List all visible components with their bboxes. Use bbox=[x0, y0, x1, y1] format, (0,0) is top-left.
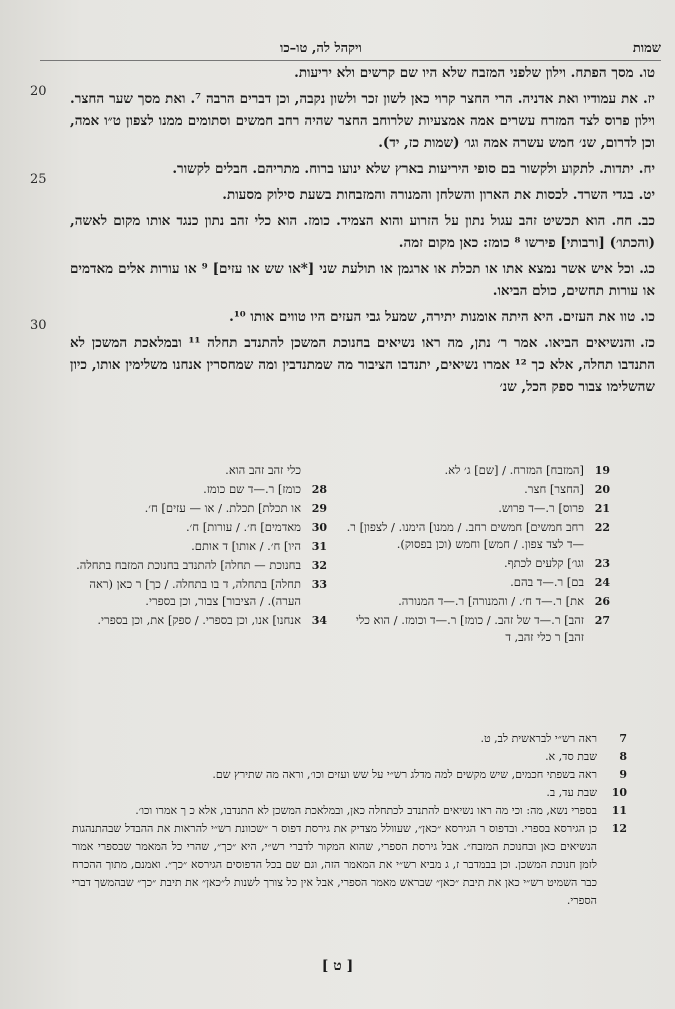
apparatus-entry bbox=[62, 612, 327, 629]
apparatus-text: היו] ח׳. / אותו] ד אותם. bbox=[191, 539, 301, 553]
apparatus-entry bbox=[62, 500, 327, 517]
chapter-verse-range: ויקהל לה, טו–כו bbox=[280, 41, 362, 56]
footnote bbox=[72, 748, 627, 766]
footnote bbox=[72, 784, 627, 802]
apparatus-text: מאדמים] ח׳. / עורות] ח׳. bbox=[185, 520, 301, 534]
apparatus-text: בחנוכת — תחלה] להתנדב בחנוכת המזבח בתחלה. bbox=[76, 558, 301, 572]
verse-number: כז. bbox=[639, 335, 655, 351]
paragraph-text: וכל איש אשר נמצא אתו או תכלת או ארגמן או תולעת שני [*או שש או עזים] ⁹ או עורות אלים מאדמים או עורות תחשים, כולם הביאו. bbox=[70, 261, 655, 299]
apparatus-entry bbox=[62, 576, 327, 610]
apparatus-entry bbox=[345, 574, 610, 591]
footnote-number: 11 bbox=[611, 804, 627, 817]
footnote-text: כן הגירסא בספרי. ובדפוס ר הגירסא ״כאן״, שעוולל מצדיק את גירסת דפוס ר ״שכוונת רש״י להראות את ההבדל שבהתנהגות הנשיאים כאן ובחנוכת המזבח״. אבל גירסת הספרי, שהוא המקור לדברי רש״י, היא ״כך״, שהרי כל המאמר שבספרי אמור לזמן חנוכת המשכן. וכן בבמדבר ז, ג מביא רש״י את המאמר הזה, וגם שם בכל הדפוסים הגירסא ״כך״. ואמנם, מתוך ההכרח כבר השמיט רש״י כאן את תיבת ״כאן״ שבראש מאמר הספרי, אבל אין כל צורך לשנות ל״כאן״ את תיבת ״כך״ שבהמשך דברי הספרי. bbox=[72, 822, 597, 907]
paragraph-text: בגדי השרד. לכסות את הארון והשלחן והמנורה והמזבחות בשעת סילוק מסעות. bbox=[222, 187, 634, 203]
apparatus-line-number: 29 bbox=[311, 502, 327, 515]
apparatus-entry bbox=[345, 612, 610, 646]
footnote-number: 10 bbox=[611, 786, 627, 799]
apparatus-entry bbox=[345, 462, 610, 479]
variant-apparatus bbox=[62, 462, 610, 648]
apparatus-text: פרוס] ר.—ד פרוש. bbox=[498, 501, 584, 515]
commentary-paragraph bbox=[70, 62, 655, 84]
header-divider bbox=[40, 60, 661, 61]
apparatus-line-number: 26 bbox=[594, 595, 610, 608]
apparatus-column-left bbox=[62, 462, 327, 648]
apparatus-text: וגו׳] קלעים לכתף. bbox=[504, 556, 584, 570]
apparatus-entry bbox=[62, 462, 327, 479]
footnotes bbox=[72, 730, 627, 910]
footnote-text: בספרי נשא, מה: וכי מה ראו נשיאים להתנדב לכתחלה כאן, ובמלאכת המשכן לא התנדבו, אלא כ ך אמרו וכו׳. bbox=[135, 804, 597, 817]
footnote-text: ראה בשפתי חכמים, שיש מקשים למה מדלג רש״י על שש ועזים וכו׳, וראה מה שתירץ שם. bbox=[212, 768, 597, 781]
paragraph-text: יתדות. לתקוע ולקשור בם סופי היריעות בארץ שלא ינועו ברוח. מתריהם. חבלים לקשור. bbox=[172, 161, 634, 177]
verse-number: יח. bbox=[638, 161, 655, 177]
line-number: 30 bbox=[30, 318, 47, 333]
book-title: שמות bbox=[632, 41, 661, 56]
apparatus-entry bbox=[345, 481, 610, 498]
verse-number: יז. bbox=[642, 91, 655, 107]
apparatus-entry bbox=[62, 557, 327, 574]
apparatus-text: אנחנו] אנו, וכן בספרי. / ספק] את, וכן בספרי. bbox=[97, 613, 301, 627]
paragraph-text: והנשיאים הביאו. אמר ר׳ נתן, מה ראו נשיאים בחנוכת המשכן להתנדב תחלה ¹¹ ובמלאכת המשכן לא התנדבו תחלה, אלא כך ¹² אמרו נשיאים, יתנדבו הציבור מה שמתנדבין ומה שמחסרין אנחנו משלימין אותו, כיון שהשלימו צבור ספק הכל, שנ׳ bbox=[70, 335, 655, 395]
footnote-number: 8 bbox=[619, 750, 627, 763]
apparatus-line-number: 32 bbox=[311, 559, 327, 572]
apparatus-column-right bbox=[345, 462, 610, 648]
apparatus-text: [המזבח] המזרח. / [שם] ג׳ לא. bbox=[444, 463, 584, 477]
paragraph-text: את עמודיו ואת אדניה. הרי החצר קרוי כאן לשון זכר ולשון נקבה, וכן דברים הרבה ⁷. ואת מסך שער החצר. וילון פרוס לצד המזרח עשרים אמה אמצעיות שלרוחב החצר שהיה רחב חמשים וסתומים ממנו לצפון ט״ו אמה, וכן לדרום, שנ׳ חמש עשרה אמה וגו׳ (שמות כז, יד). bbox=[70, 91, 655, 151]
apparatus-text: תחלה] בתחלה, ד בו בתחלה. / כך] ר כאן (ראה הערה). / הציבור] צבור, וכן בספרי. bbox=[89, 577, 301, 608]
apparatus-line-number: 21 bbox=[594, 502, 610, 515]
footnote-number: 9 bbox=[619, 768, 627, 781]
apparatus-entry bbox=[345, 555, 610, 572]
commentary-paragraph bbox=[70, 158, 655, 180]
footnote bbox=[72, 820, 627, 910]
apparatus-line-number: 23 bbox=[594, 557, 610, 570]
apparatus-text: בם] ר.—ד בהם. bbox=[510, 575, 584, 589]
apparatus-line-number: 34 bbox=[311, 614, 327, 627]
apparatus-text: רחב חמשים] חמשים רחב. / ממנו] הימנו. / לצפון] ר.—ד לצד צפון. / חמש] וחמש (וכן בפסוק). bbox=[346, 520, 584, 551]
apparatus-line-number: 27 bbox=[594, 614, 610, 627]
commentary-paragraph bbox=[70, 184, 655, 206]
commentary-paragraph bbox=[70, 332, 655, 398]
footnote bbox=[72, 766, 627, 784]
apparatus-line-number: 31 bbox=[311, 540, 327, 553]
line-number: 25 bbox=[30, 172, 47, 187]
verse-number: כג. bbox=[639, 261, 655, 277]
verse-number: טו. bbox=[638, 65, 655, 81]
footnote-text: שבת עד, ב. bbox=[546, 786, 597, 799]
commentary-paragraph bbox=[70, 258, 655, 302]
footnote-number: 7 bbox=[619, 732, 627, 745]
apparatus-entry bbox=[345, 500, 610, 517]
footnote bbox=[72, 802, 627, 820]
page-number: [ ט ] bbox=[321, 958, 354, 974]
verse-number: יט. bbox=[638, 187, 655, 203]
apparatus-line-number: 19 bbox=[594, 464, 610, 477]
apparatus-text: כומז] ר.—ד שם כומז. bbox=[203, 482, 301, 496]
apparatus-entry bbox=[345, 593, 610, 610]
running-header bbox=[280, 40, 661, 60]
footnote-text: שבת סד, א. bbox=[545, 750, 597, 763]
apparatus-text: זהב] ר.—ד של זהב. / כומז] ר.—ד וכומז. / הוא כלי זהב] ר כלי זהב, ד bbox=[355, 613, 584, 644]
apparatus-line-number: 28 bbox=[311, 483, 327, 496]
apparatus-line-number: 24 bbox=[594, 576, 610, 589]
apparatus-line-number: 33 bbox=[311, 578, 327, 591]
paragraph-text: מסך הפתח. וילון שלפני המזבח שלא היו שם קרשים ולא יריעות. bbox=[294, 65, 634, 81]
commentary-text bbox=[70, 62, 655, 402]
apparatus-text: [החצר] חצר. bbox=[524, 482, 584, 496]
apparatus-text: את] ר.—ד ח׳. / והמנורה] ר.—ד המנורה. bbox=[398, 594, 584, 608]
commentary-paragraph bbox=[70, 306, 655, 328]
apparatus-entry bbox=[62, 519, 327, 536]
apparatus-entry bbox=[345, 519, 610, 553]
footnote-text: ראה רש״י לבראשית לב, ט. bbox=[480, 732, 597, 745]
paragraph-text: חח. הוא תכשיט זהב עגול נתון על הזרוע והוא הצמיד. כומז. הוא כלי זהב נתון כנגד אותו מקום לאשה, (והכתו׳) [ורבותי] פירשו ⁸ כומז: כאן מקום זמה. bbox=[70, 213, 655, 251]
apparatus-line-number bbox=[301, 462, 327, 479]
apparatus-line-number: 20 bbox=[594, 483, 610, 496]
verse-number: כו. bbox=[640, 309, 655, 325]
apparatus-line-number: 22 bbox=[594, 521, 610, 534]
apparatus-line-number: 30 bbox=[311, 521, 327, 534]
apparatus-entry bbox=[62, 481, 327, 498]
commentary-paragraph bbox=[70, 210, 655, 254]
verse-number: כב. bbox=[637, 213, 655, 229]
commentary-paragraph bbox=[70, 88, 655, 154]
apparatus-text: כלי זהב זהב הוא. bbox=[225, 463, 301, 477]
footnote bbox=[72, 730, 627, 748]
line-number: 20 bbox=[30, 84, 47, 99]
apparatus-text: או תכלת] תכלת. / או — עזים] ח׳. bbox=[144, 501, 301, 515]
paragraph-text: טוו את העזים. היא היתה אומנות יתירה, שמעל גבי העזים היו טווים אותו ¹⁰. bbox=[229, 309, 636, 325]
footnote-number: 12 bbox=[611, 822, 627, 835]
apparatus-entry bbox=[62, 538, 327, 555]
